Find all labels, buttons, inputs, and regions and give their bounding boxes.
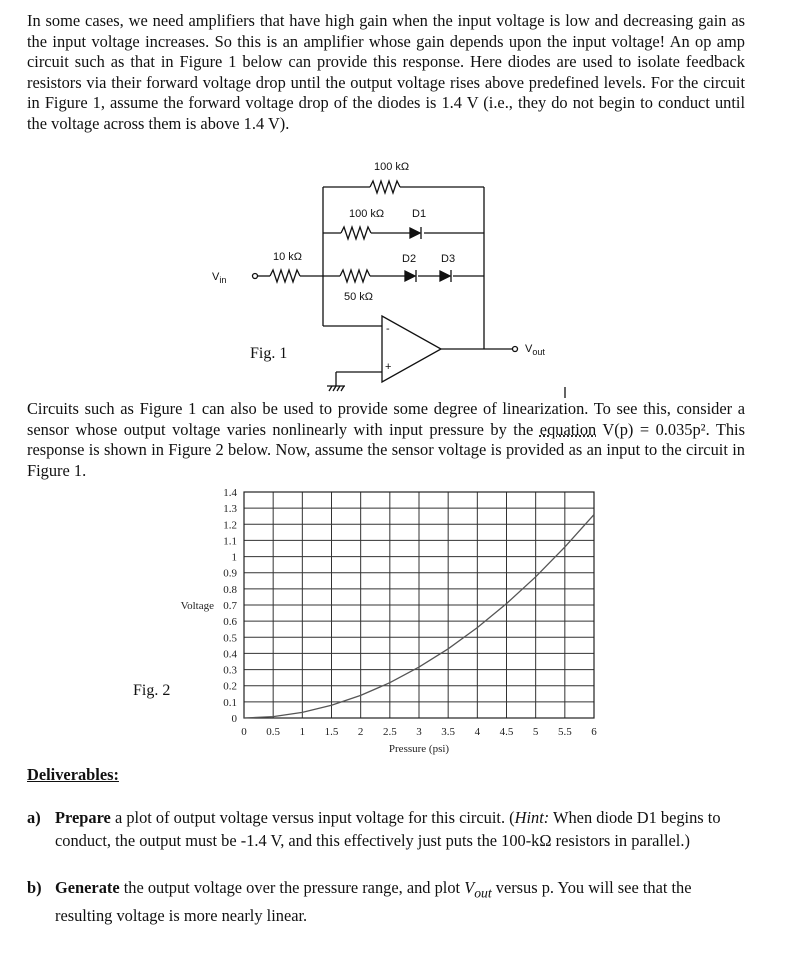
- deliverable-b-sub: out: [474, 885, 492, 901]
- y-tick-label: 0.9: [223, 567, 237, 580]
- x-tick-label: 1.5: [324, 726, 339, 738]
- x-tick-label: 3: [416, 726, 422, 738]
- x-tick-label: 0: [241, 726, 247, 738]
- deliverable-b-var: V: [464, 878, 475, 897]
- label-plus: +: [385, 361, 392, 373]
- x-axis-label: Pressure (psi): [388, 743, 450, 755]
- para2-text-b: V(p) = 0.035p². This response is shown in Figure 2 below. Now, assume the sensor voltage is provided as an input to the circuit in Figure 1.: [27, 419, 745, 480]
- label-r-low: 50 kΩ: [344, 291, 374, 303]
- x-tick-label: 5.5: [557, 726, 572, 738]
- y-tick-label: 1.4: [223, 487, 237, 499]
- deliverable-b-text: the output voltage over the pressure range, and plot: [119, 878, 465, 897]
- deliverable-a-hint-label: Hint:: [514, 808, 550, 827]
- y-tick-label: 1.2: [223, 519, 237, 532]
- x-tick-label: 5: [532, 726, 539, 738]
- label-d1: D1: [412, 208, 427, 220]
- deliverable-b-text2: versus p. You will see that the resulting voltage is more nearly linear.: [55, 878, 692, 926]
- y-tick-label: 0.5: [223, 632, 237, 645]
- x-tick-label: 2: [357, 726, 364, 738]
- para2-text-a: Circuits such as Figure 1 can also be used to provide some degree of linearization. To see this, consider a sensor whose output voltage varies nonlinearly with input pressure by the: [27, 399, 745, 439]
- x-tick-label: 4: [474, 726, 481, 738]
- y-tick-label: 0.3: [223, 664, 237, 677]
- y-axis-label: Voltage: [180, 600, 214, 612]
- y-tick-label: 0.1: [223, 696, 237, 709]
- y-tick-label: 1.1: [223, 535, 237, 548]
- x-tick-label: 6: [591, 726, 597, 738]
- label-d3: D3: [441, 253, 456, 265]
- deliverable-b-label: b): [27, 878, 42, 897]
- y-tick-label: 0: [231, 713, 237, 725]
- equation-link[interactable]: equation: [539, 419, 597, 439]
- deliverable-a-text: a plot of output voltage versus input voltage for this circuit. (: [110, 808, 515, 827]
- deliverable-b-verb: Generate: [55, 878, 120, 897]
- y-tick-label: 1: [231, 551, 237, 564]
- x-tick-label: 2.5: [382, 726, 397, 738]
- deliverable-a-label: a): [27, 808, 41, 827]
- deliverable-b: [27, 876, 747, 927]
- x-tick-label: 1: [299, 726, 306, 738]
- y-tick-label: 0.4: [223, 648, 237, 661]
- y-tick-label: 0.6: [223, 616, 237, 629]
- label-minus: -: [386, 323, 390, 335]
- label-vout: $V_{out}$: [525, 343, 545, 357]
- x-tick-label: 3.5: [441, 726, 456, 738]
- label-vin: $V_{in}$: [212, 271, 227, 285]
- deliverables-heading: Deliverables:: [27, 765, 119, 784]
- label-r-in: 10 kΩ: [273, 251, 303, 263]
- y-tick-label: 1.3: [223, 503, 237, 516]
- label-r-top: 100 kΩ: [374, 161, 410, 173]
- label-d2: D2: [402, 253, 417, 265]
- fig2-label: Fig. 2: [133, 682, 171, 699]
- x-tick-label: 4.5: [499, 726, 514, 738]
- y-tick-label: 0.2: [223, 680, 237, 693]
- deliverable-a: [27, 806, 747, 852]
- y-tick-label: 0.7: [223, 600, 237, 612]
- x-tick-label: 0.5: [266, 726, 281, 738]
- y-tick-label: 0.8: [223, 583, 237, 596]
- deliverable-a-hint: When diode D1 begins to conduct, the output must be -1.4 V, and this effectively just puts the 100-kΩ resistors in parallel.): [55, 808, 721, 850]
- fig1-label: Fig. 1: [250, 345, 288, 362]
- intro-paragraph: In some cases, we need amplifiers that have high gain when the input voltage is low and decreasing gain as the input voltage increases. So this is an amplifier whose gain depends upon the input voltage! An op amp circuit such as that in Figure 1 below can provide this response. Here diodes are used to isolate feedback resistors via their forward voltage drop until the output voltage rises above predefined levels. For the circuit in Figure 1, assume the forward voltage drop of the diodes is 1.4 V (i.e., they do not begin to conduct until the voltage across them is above 1.4 V).: [27, 11, 745, 133]
- label-r-mid: 100 kΩ: [349, 208, 385, 220]
- deliverable-a-verb: Prepare: [55, 808, 111, 827]
